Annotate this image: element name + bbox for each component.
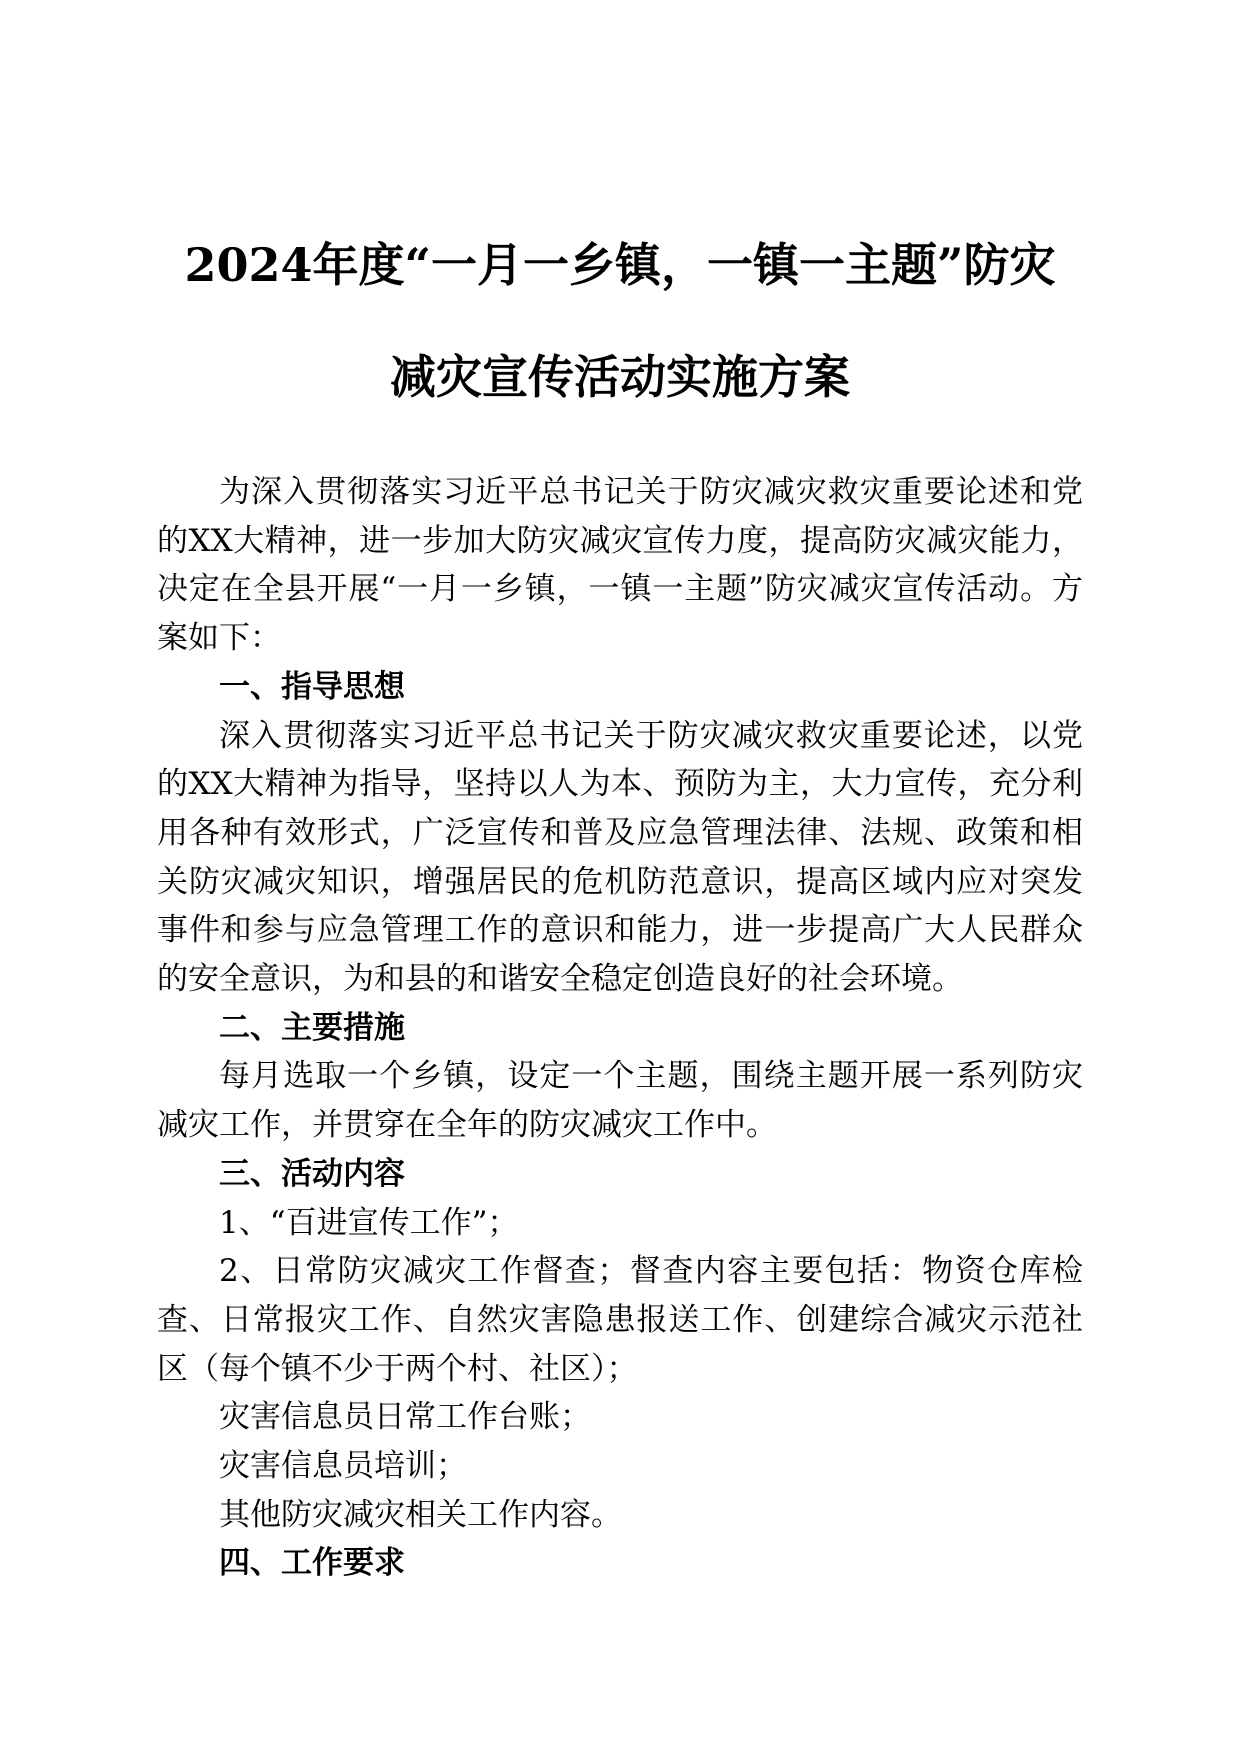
section-heading-main-measures: 二、主要措施 xyxy=(219,1009,405,1046)
activity-item: 2、日常防灾减灾工作督查；督查内容主要包括：物资仓库检查、日常报灾工作、自然灾害隐患报送工作、创建综合减灾示范社区（每个镇不少于两个村、社区）； xyxy=(157,1253,1083,1387)
activity-item: 其他防灾减灾相关工作内容。 xyxy=(219,1496,622,1533)
section-heading-activity-content: 三、活动内容 xyxy=(219,1155,405,1192)
activity-item: 灾害信息员培训； xyxy=(219,1448,467,1485)
section-heading-work-requirements: 四、工作要求 xyxy=(219,1545,405,1582)
document-title-line-1: 2024年度“一月一乡镇，一镇一主题”防灾 xyxy=(184,238,1056,292)
section-paragraph-main-measures: 每月选取一个乡镇，设定一个主题，围绕主题开展一系列防灾减灾工作，并贯穿在全年的防灾减灾工作中。 xyxy=(157,1058,1083,1144)
document-body xyxy=(157,468,1083,1588)
section-paragraph-guiding-ideology: 深入贯彻落实习近平总书记关于防灾减灾救灾重要论述，以党的XX大精神为指导，坚持以人为本、预防为主，大力宣传，充分利用各种有效形式，广泛宣传和普及应急管理法律、法规、政策和相关防灾减灾知识，增强居民的危机防范意识，提高区域内应对突发事件和参与应急管理工作的意识和能力，进一步提高广大人民群众的安全意识，为和县的和谐安全稳定创造良好的社会环境。 xyxy=(157,717,1083,998)
intro-paragraph: 为深入贯彻落实习近平总书记关于防灾减灾救灾重要论述和党的XX大精神，进一步加大防灾减灾宣传力度，提高防灾减灾能力，决定在全县开展“一月一乡镇，一镇一主题”防灾减灾宣传活动。方案如下： xyxy=(157,474,1083,657)
section-heading-guiding-ideology: 一、指导思想 xyxy=(219,668,405,705)
activity-item: 1、“百进宣传工作”； xyxy=(219,1204,519,1241)
activity-item: 灾害信息员日常工作台账； xyxy=(219,1399,591,1436)
document-title-line-2: 减灾宣传活动实施方案 xyxy=(390,350,850,404)
